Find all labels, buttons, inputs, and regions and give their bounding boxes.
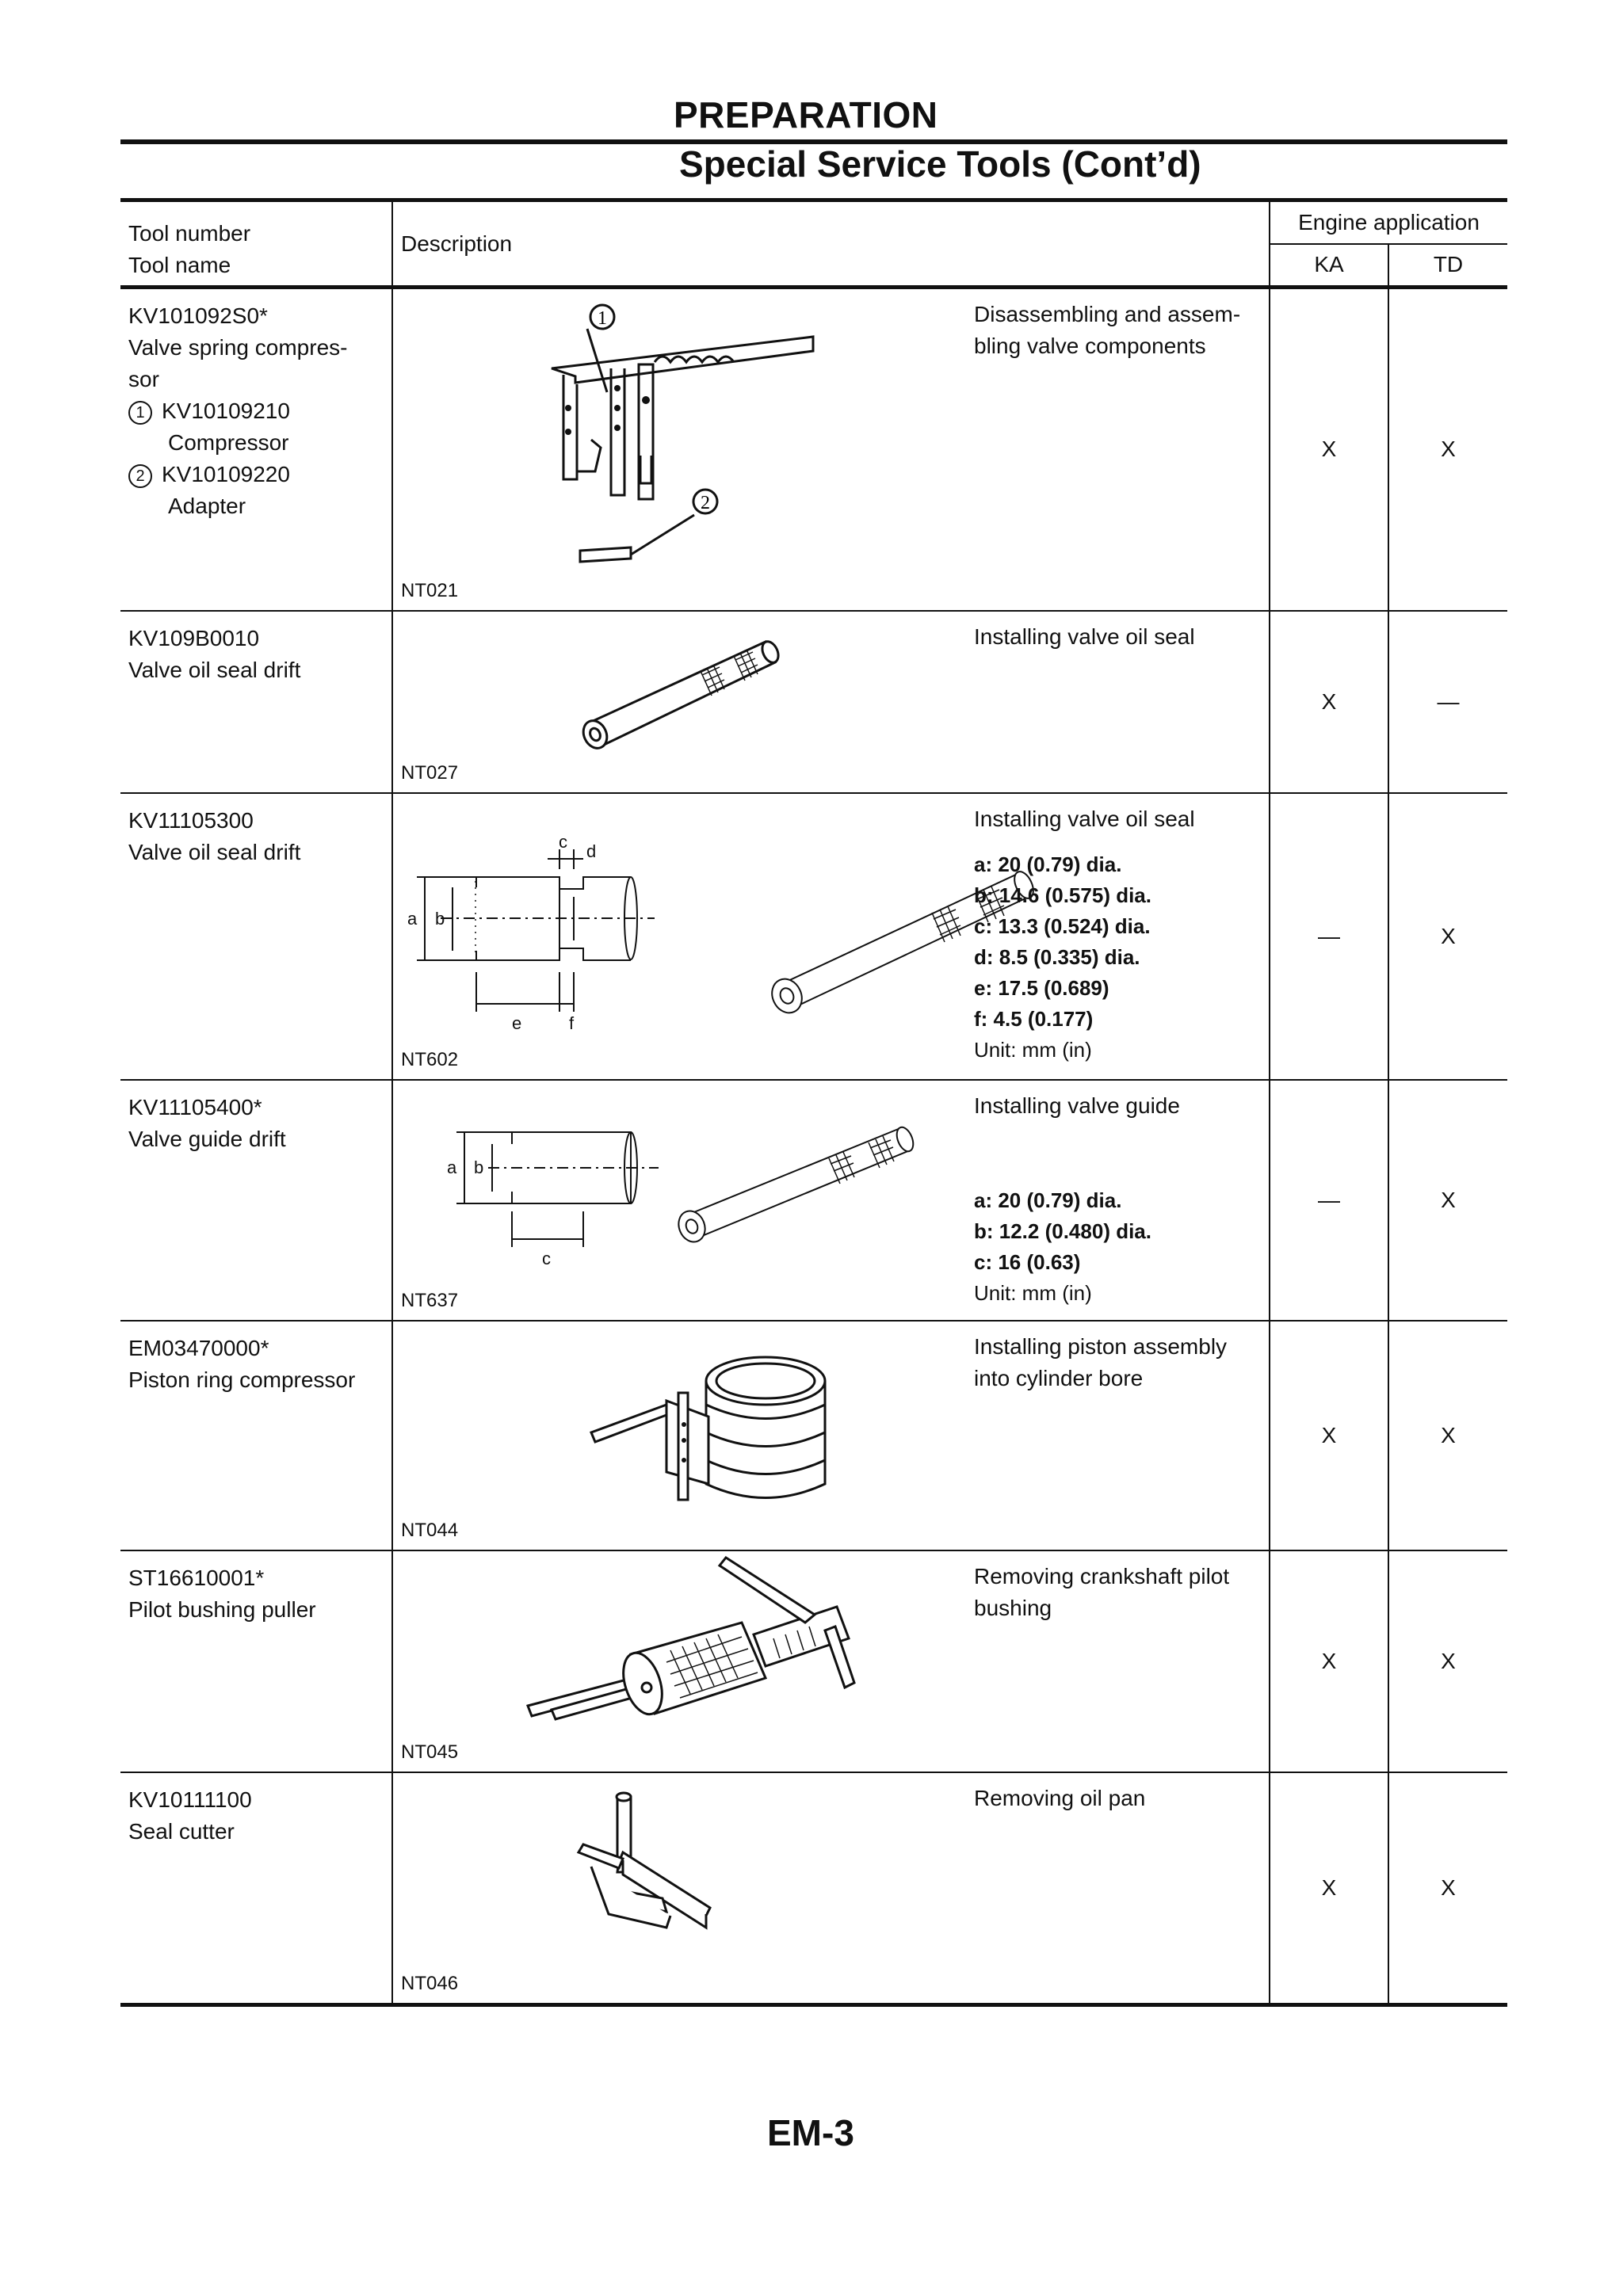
figure-code: NT046	[401, 1973, 459, 1994]
description-line: Installing valve oil seal	[974, 806, 1195, 831]
td-value: X	[1388, 1550, 1507, 1772]
description-line: into cylinder bore	[974, 1365, 1144, 1390]
tool-cell	[120, 1550, 392, 1772]
figure-code: NT045	[401, 1741, 459, 1763]
description-line: Removing crankshaft pilot	[974, 1563, 1230, 1589]
dimension-label: f	[569, 1013, 575, 1033]
page-title: PREPARATION	[674, 94, 938, 135]
tool-cell	[120, 1321, 392, 1550]
part-name: Compressor	[168, 430, 289, 455]
dimension-label: e	[512, 1013, 522, 1033]
unit-note: Unit: mm (in)	[974, 1280, 1092, 1305]
ka-value: —	[1270, 1080, 1388, 1321]
tool-cell	[120, 288, 392, 611]
dimension-label: a	[407, 908, 418, 929]
header-description: Description	[392, 200, 1270, 288]
description-line: bushing	[974, 1595, 1052, 1620]
dimension-item: a: 20 (0.79) dia.	[974, 852, 1122, 876]
tool-name: Pilot bushing puller	[128, 1596, 316, 1622]
tool-number: KV10111100	[128, 1787, 252, 1812]
tool-name: sor	[128, 367, 159, 391]
ka-value: X	[1270, 288, 1388, 611]
td-value: X	[1388, 1080, 1507, 1321]
description	[974, 1331, 1263, 1394]
table-row	[120, 1080, 1507, 1321]
description	[974, 1783, 1263, 1814]
desc-cell	[392, 793, 1270, 1080]
td-value: X	[1388, 288, 1507, 611]
table-row	[120, 1321, 1507, 1550]
dimension-item: f: 4.5 (0.177)	[974, 1006, 1094, 1031]
tool-number: ST16610001*	[128, 1565, 265, 1590]
dimension-item: c: 16 (0.63)	[974, 1249, 1081, 1274]
desc-cell	[392, 1550, 1270, 1772]
tool-number: KV11105400*	[128, 1094, 262, 1119]
ka-value: —	[1270, 793, 1388, 1080]
callout-mark: 1	[128, 401, 152, 425]
tool-number: KV11105300	[128, 807, 254, 833]
dimension-label: b	[435, 908, 445, 929]
table-row	[120, 793, 1507, 1080]
tool-cell	[120, 611, 392, 793]
table-row	[120, 288, 1507, 611]
part-number: KV10109210	[162, 399, 290, 423]
tools-table	[120, 198, 1507, 2007]
section-title: Special Service Tools (Cont’d)	[679, 143, 1201, 185]
dimension-item: b: 14.6 (0.575) dia.	[974, 883, 1151, 907]
figure-code: NT021	[401, 579, 459, 601]
tool-name: Seal cutter	[128, 1818, 235, 1844]
page-number: EM-3	[767, 2112, 854, 2153]
callout-1-label: 1	[598, 308, 607, 329]
header-tool-name: Tool name	[128, 253, 231, 277]
description-line: bling valve components	[974, 334, 1206, 358]
part-number: KV10109220	[162, 462, 290, 486]
dimension-item: c: 13.3 (0.524) dia.	[974, 913, 1151, 938]
description-line: Installing valve oil seal	[974, 624, 1195, 649]
tool-cell	[120, 1080, 392, 1321]
dimension-label: c	[542, 1248, 551, 1268]
dimension-item: a: 20 (0.79) dia.	[974, 1188, 1122, 1212]
description	[974, 299, 1263, 362]
td-value: X	[1388, 793, 1507, 1080]
description-line: Installing valve guide	[974, 1093, 1180, 1118]
tool-name: Valve oil seal drift	[128, 657, 301, 682]
tool-name: Valve spring compres-	[128, 335, 348, 360]
dimension-list	[974, 849, 1263, 1035]
ka-value: X	[1270, 1321, 1388, 1550]
ka-value: X	[1270, 1550, 1388, 1772]
dimension-label: c	[559, 831, 567, 852]
description-line: Disassembling and assem-	[974, 302, 1241, 326]
callout-mark: 2	[128, 464, 152, 488]
header-tool	[120, 200, 392, 288]
desc-cell	[392, 1080, 1270, 1321]
dimension-label: a	[447, 1157, 457, 1177]
description	[974, 1561, 1263, 1624]
tool-number: KV101092S0*	[128, 303, 268, 328]
tool-name: Valve guide drift	[128, 1126, 286, 1151]
dimension-label: d	[586, 841, 597, 861]
desc-cell	[392, 288, 1270, 611]
tool-number: KV109B0010	[128, 625, 260, 650]
td-value: X	[1388, 1772, 1507, 2005]
dimension-label: b	[474, 1157, 484, 1177]
dimension-item: e: 17.5 (0.689)	[974, 975, 1109, 1000]
figure-code: NT637	[401, 1289, 459, 1311]
description-line: Installing piston assembly	[974, 1333, 1228, 1359]
description	[974, 1090, 1263, 1309]
tool-name: Piston ring compressor	[128, 1367, 356, 1392]
td-value: —	[1388, 611, 1507, 793]
part-name: Adapter	[168, 494, 246, 518]
description-line: Removing oil pan	[974, 1785, 1146, 1810]
header-ka: KA	[1270, 244, 1388, 288]
dimension-item: d: 8.5 (0.335) dia.	[974, 944, 1140, 969]
table-row	[120, 1550, 1507, 1772]
ka-value: X	[1270, 611, 1388, 793]
table-row	[120, 611, 1507, 793]
table-row	[120, 1772, 1507, 2005]
figure-code: NT602	[401, 1048, 459, 1070]
dimension-list	[974, 1185, 1263, 1278]
tool-name: Valve oil seal drift	[128, 839, 301, 864]
header-td: TD	[1388, 244, 1507, 288]
tool-cell	[120, 1772, 392, 2005]
unit-note: Unit: mm (in)	[974, 1037, 1092, 1062]
callout-2-label: 2	[701, 493, 710, 513]
desc-cell	[392, 611, 1270, 793]
ka-value: X	[1270, 1772, 1388, 2005]
desc-cell	[392, 1321, 1270, 1550]
tool-cell	[120, 793, 392, 1080]
description	[974, 803, 1263, 1066]
tool-number: EM03470000*	[128, 1335, 269, 1360]
desc-cell	[392, 1772, 1270, 2005]
header-tool-number: Tool number	[128, 221, 251, 246]
figure-code: NT027	[401, 761, 459, 784]
description	[974, 621, 1263, 653]
td-value: X	[1388, 1321, 1507, 1550]
figure-code: NT044	[401, 1519, 459, 1541]
header-engine: Engine application	[1270, 200, 1507, 244]
dimension-item: b: 12.2 (0.480) dia.	[974, 1219, 1151, 1243]
